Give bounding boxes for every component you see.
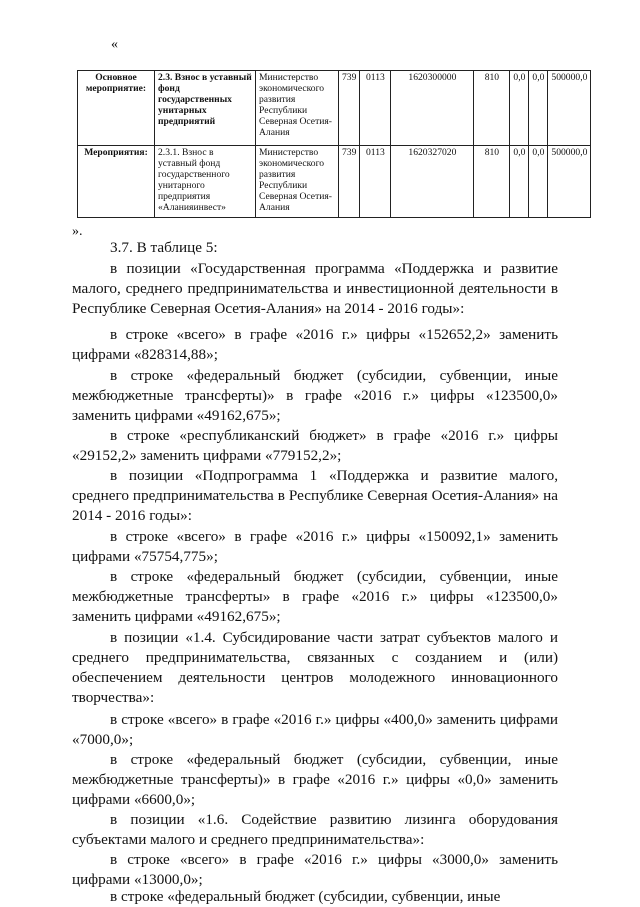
opening-quote: « — [111, 37, 118, 52]
paragraph: в строке «федеральный бюджет (субсидии, субвенции, иные межбюджетные трансферты)» в графе «2016 г.» цифры «0,0» заменить цифрами «6600,0»; — [72, 751, 558, 808]
row-rzpr: 0113 — [360, 71, 391, 146]
row-grbs: 739 — [339, 71, 360, 146]
closing-quote: ». — [72, 224, 83, 239]
row-value-1: 0,0 — [510, 146, 529, 218]
row-value-3: 500000,0 — [548, 146, 591, 218]
row-value-2: 0,0 — [529, 146, 548, 218]
paragraph: в строке «всего» в графе «2016 г.» цифры «152652,2» заменить цифрами «828314,88»; — [72, 326, 558, 363]
row-name: 2.3.1. Взнос в уставный фонд государственного унитарного предприятия «Аланияинвест» — [155, 146, 256, 218]
row-value-3: 500000,0 — [548, 71, 591, 146]
row-name: 2.3. Взнос в уставный фонд государственных унитарных предприятий — [155, 71, 256, 146]
paragraph: в строке «федеральный бюджет (субсидии, субвенции, иные — [110, 888, 501, 905]
paragraph: в строке «республиканский бюджет» в графе «2016 г.» цифры «29152,2» заменить цифрами «779152,2»; — [72, 427, 558, 464]
row-label: Мероприятия: — [78, 146, 155, 218]
paragraph: в строке «федеральный бюджет (субсидии, субвенции, иные межбюджетные трансферты)» в графе «2016 г.» цифры «123500,0» заменить цифрами «49162,675»; — [72, 367, 558, 424]
paragraph: в позиции «Подпрограмма 1 «Поддержка и развитие малого, среднего предпринимательства в Республике Северная Осетия-Алания» на 2014 - 2016 годы»: — [72, 467, 558, 524]
row-value-2: 0,0 — [529, 71, 548, 146]
paragraph: в позиции «1.4. Субсидирование части затрат субъектов малого и среднего предпринимательства, связанных с созданием и (или) обеспечением деятельности центров молодежного инновационного творчества»: — [72, 629, 558, 706]
row-value-1: 0,0 — [510, 71, 529, 146]
row-label: Основное мероприятие: — [78, 71, 155, 146]
row-csr: 1620327020 — [391, 146, 474, 218]
table-row — [78, 71, 591, 146]
row-grbs: 739 — [339, 146, 360, 218]
paragraph: в позиции «1.6. Содействие развитию лизинга оборудования субъектами малого и среднего предпринимательства»: — [72, 811, 558, 848]
row-vr: 810 — [474, 71, 510, 146]
budget-table — [77, 70, 591, 218]
table-row — [78, 146, 591, 218]
section-heading: 3.7. В таблице 5: — [110, 239, 218, 256]
row-rzpr: 0113 — [360, 146, 391, 218]
row-ministry: Министерство экономического развития Республики Северная Осетия-Алания — [256, 71, 339, 146]
paragraph: в позиции «Государственная программа «Поддержка и развитие малого, среднего предпринимательства и инвестиционной деятельности в Республике Северная Осетия-Алания» на 2014 - 2016 годы»: — [72, 260, 558, 317]
paragraph: в строке «всего» в графе «2016 г.» цифры «150092,1» заменить цифрами «75754,775»; — [72, 528, 558, 565]
row-ministry: Министерство экономического развития Республики Северная Осетия-Алания — [256, 146, 339, 218]
paragraph: в строке «федеральный бюджет (субсидии, субвенции, иные межбюджетные трансферты» в графе «2016 г.» цифры «123500,0» заменить цифрами «49162,675»; — [72, 568, 558, 625]
paragraph: в строке «всего» в графе «2016 г.» цифры «3000,0» заменить цифрами «13000,0»; — [72, 851, 558, 888]
row-csr: 1620300000 — [391, 71, 474, 146]
paragraph: в строке «всего» в графе «2016 г.» цифры «400,0» заменить цифрами «7000,0»; — [72, 711, 558, 748]
row-vr: 810 — [474, 146, 510, 218]
